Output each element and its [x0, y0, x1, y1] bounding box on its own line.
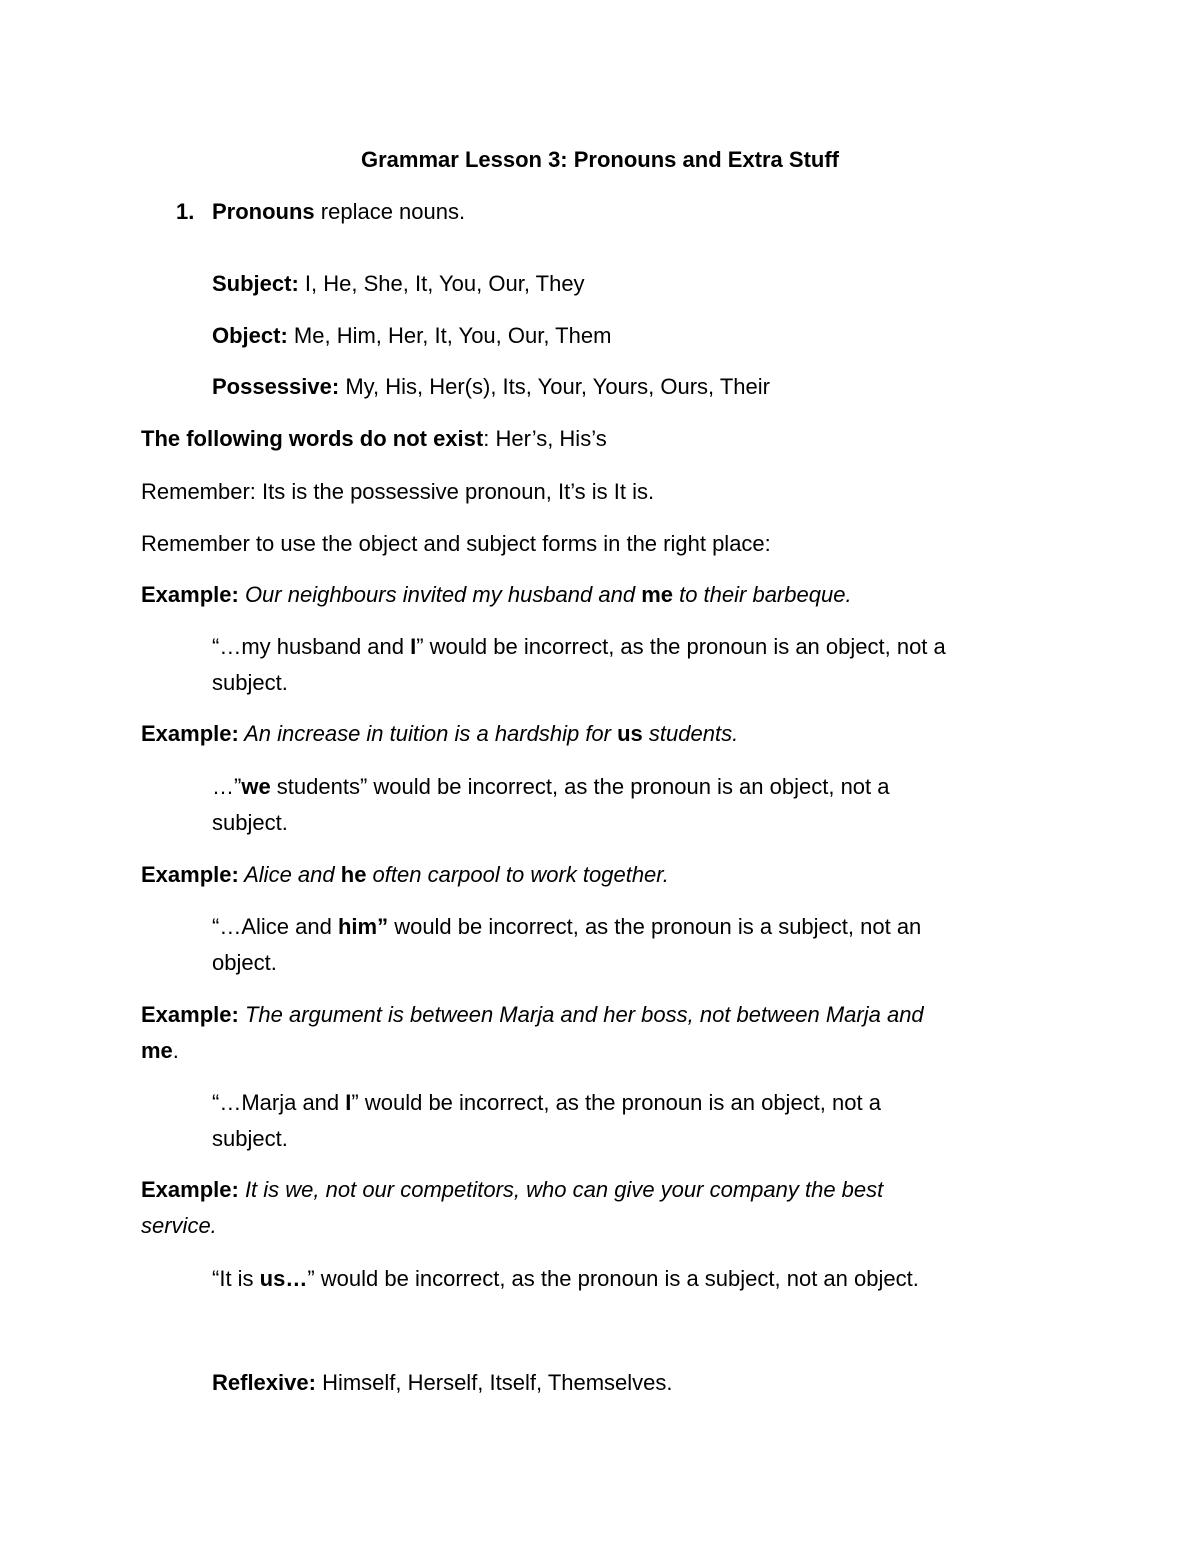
note-text: “It is: [212, 1266, 260, 1291]
example-note-5: [212, 1261, 919, 1297]
example-sentence-4: [141, 997, 924, 1033]
example-sentence-4-cont: [141, 1033, 179, 1069]
example-label: Example:: [141, 1002, 239, 1027]
example-note-2: [212, 769, 890, 805]
note-highlight: I: [345, 1090, 352, 1115]
example-text: Alice and: [238, 862, 341, 887]
example-text: .: [172, 1038, 179, 1063]
note-text: “…Marja and: [212, 1090, 346, 1115]
remember-forms-note: Remember to use the object and subject forms in the right place:: [141, 531, 771, 556]
example-text: It is we, not our competitors, who can give your company the best: [238, 1177, 884, 1202]
document-title: Grammar Lesson 3: Pronouns and Extra Stuff: [361, 147, 839, 172]
nonexistent-words: [141, 421, 607, 457]
object-values: Me, Him, Her, It, You, Our, Them: [287, 323, 612, 348]
note-text: …”: [212, 774, 242, 799]
subject-pronouns: [212, 266, 585, 302]
example-text: Our neighbours invited my husband and: [238, 582, 642, 607]
nonexistent-label: The following words do not exist: [141, 426, 484, 451]
possessive-values: My, His, Her(s), Its, Your, Yours, Ours, Their: [339, 374, 770, 399]
note-highlight: us…: [259, 1266, 308, 1291]
note-text: ” would be incorrect, as the pronoun is an object, not a: [351, 1090, 881, 1115]
example-label: Example:: [141, 862, 239, 887]
nonexistent-values: : Her’s, His’s: [483, 426, 607, 451]
note-text: “…Alice and: [212, 914, 338, 939]
note-highlight: him”: [337, 914, 389, 939]
subject-label: Subject:: [212, 271, 299, 296]
example-note-3: [212, 909, 921, 945]
note-text: would be incorrect, as the pronoun is a subject, not an: [388, 914, 922, 939]
example-label: Example:: [141, 582, 239, 607]
example-sentence-5: [141, 1172, 883, 1208]
reflexive-values: Himself, Herself, Itself, Themselves.: [315, 1370, 673, 1395]
note-text: ” would be incorrect, as the pronoun is an object, not a: [416, 634, 946, 659]
example-sentence-3: [141, 857, 669, 893]
example-text: often carpool to work together.: [366, 862, 669, 887]
list-item-pronouns: [212, 194, 465, 230]
pronouns-definition: replace nouns.: [314, 199, 466, 224]
example-highlight: us: [617, 721, 643, 746]
reflexive-pronouns: [212, 1365, 673, 1401]
example-label: Example:: [141, 721, 239, 746]
example-highlight: he: [340, 862, 367, 887]
example-note-2-cont: subject.: [212, 810, 288, 835]
object-label: Object:: [212, 323, 288, 348]
example-note-3-cont: object.: [212, 950, 277, 975]
example-text: The argument is between Marja and her boss, not between Marja and: [238, 1002, 924, 1027]
remember-its-note: Remember: Its is the possessive pronoun, It’s is It is.: [141, 479, 655, 504]
note-highlight: we: [241, 774, 271, 799]
subject-values: I, He, She, It, You, Our, They: [298, 271, 585, 296]
example-note-4-cont: subject.: [212, 1126, 288, 1151]
example-sentence-2: [141, 716, 738, 752]
possessive-label: Possessive:: [212, 374, 340, 399]
note-text: students” would be incorrect, as the pronoun is an object, not a: [270, 774, 890, 799]
example-sentence-5-cont: service.: [141, 1213, 217, 1238]
pronouns-term: Pronouns: [212, 199, 315, 224]
example-text: An increase in tuition is a hardship for: [238, 721, 618, 746]
note-text: “…my husband and: [212, 634, 411, 659]
example-sentence-1: [141, 577, 852, 613]
example-note-1-cont: subject.: [212, 670, 288, 695]
example-note-4: [212, 1085, 881, 1121]
example-text: students.: [642, 721, 739, 746]
note-text: ” would be incorrect, as the pronoun is a subject, not an object.: [307, 1266, 919, 1291]
example-highlight: me: [141, 1038, 173, 1063]
note-highlight: I: [410, 634, 417, 659]
possessive-pronouns: [212, 369, 770, 405]
reflexive-label: Reflexive:: [212, 1370, 316, 1395]
example-label: Example:: [141, 1177, 239, 1202]
object-pronouns: [212, 318, 611, 354]
list-number: 1.: [176, 199, 195, 224]
example-text: to their barbeque.: [672, 582, 852, 607]
example-note-1: [212, 629, 946, 665]
example-highlight: me: [641, 582, 673, 607]
